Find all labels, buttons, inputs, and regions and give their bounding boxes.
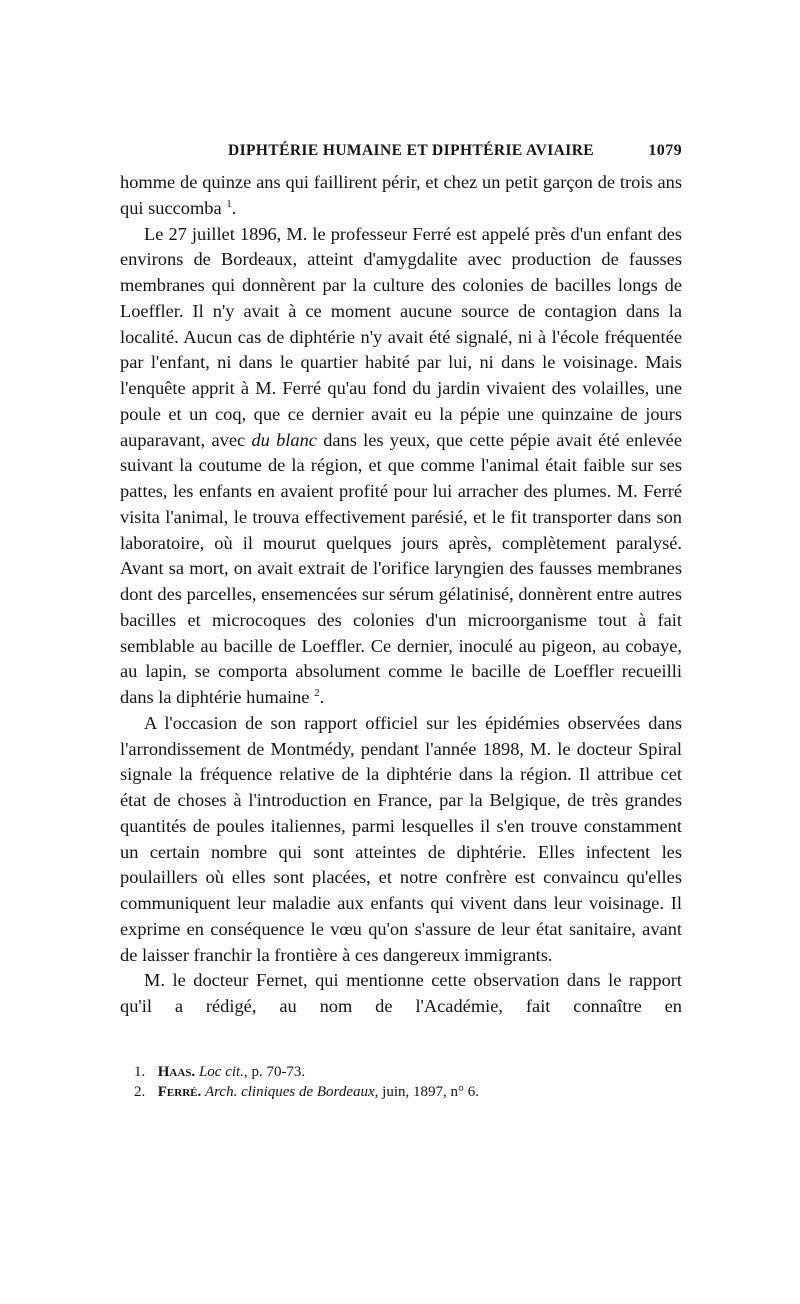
- footnotes: [120, 1062, 682, 1102]
- footnote-1: [134, 1062, 682, 1082]
- paragraph-2-text-b: dans les yeux, que cette pépie avait été enlevée suivant la coutume de la région, et que comme l'animal était faible sur ses pattes, les enfants en avaient profité pour lui arracher des plumes. M. Ferré visita l'animal, le trouva effectivement parésié, et le fit transporter dans son laboratoire, où il mourut quelques jours après, complètement paralysé. Avant sa mort, on avait extrait de l'orifice laryngien des fausses membranes dont des parcelles, ensemencées sur sérum gélatinisé, donnèrent entre autres bacilles et microcoques des colonies d'un microorganisme tout à fait semblable au bacille de Loeffler. Ce dernier, inoculé au pigeon, au cobaye, au lapin, se comporta absolument comme le bacille de Loeffler recueilli dans la diphtérie humaine: [120, 429, 682, 707]
- paragraph-1: [120, 170, 682, 222]
- footnote-number: 2.: [134, 1083, 146, 1100]
- footnote-ref-1: 1: [226, 197, 232, 210]
- footnote-2: [134, 1082, 682, 1102]
- footnote-author: Ferré.: [157, 1083, 202, 1100]
- footnote-source: Arch. cliniques de Bordeaux,: [204, 1083, 379, 1100]
- body-text: [120, 170, 682, 1020]
- paragraph-1-tail: .: [231, 197, 237, 218]
- footnote-ref-2: 2: [314, 686, 320, 699]
- paragraph-2: [120, 222, 682, 711]
- paragraph-1-text: homme de quinze ans qui faillirent périr, et chez un petit garçon de trois ans qui succomba: [120, 172, 682, 218]
- paragraph-2-italic: du blanc: [251, 429, 317, 450]
- footnote-rest: p. 70-73.: [251, 1063, 306, 1080]
- paragraph-2-text-a: Le 27 juillet 1896, M. le professeur Ferré est appelé près d'un enfant des environs de Bordeaux, atteint d'amygdalite avec production de fausses membranes qui donnèrent par la culture des colonies de bacilles longs de Loeffler. Il n'y avait à ce moment aucune source de contagion dans la localité. Aucun cas de diphtérie n'y avait été signalé, ni à l'école fréquentée par l'enfant, ni dans le quartier habité par lui, ni dans le voisinage. Mais l'enquête apprit à M. Ferré qu'au fond du jardin vivaient des volailles, une poule et un coq, que ce dernier avait eu la pépie une quinzaine de jours auparavant, avec: [120, 223, 682, 450]
- paragraph-2-tail: .: [319, 687, 325, 707]
- page-number: 1079: [648, 142, 682, 159]
- book-page: [120, 138, 682, 1102]
- footnote-number: 1.: [134, 1063, 146, 1080]
- footnote-source: Loc cit.,: [198, 1063, 248, 1080]
- paragraph-3: A l'occasion de son rapport officiel sur les épidémies observées dans l'arrondissement de Montmédy, pendant l'année 1898, M. le docteur Spiral signale la fréquence relative de la diphtérie dans la région. Il attribue cet état de choses à l'introduction en France, par la Belgique, de très grandes quantités de poules italiennes, parmi lesquelles il s'en trouve constamment un certain nombre qui sont atteintes de diphtérie. Elles infectent les poulaillers où elles sont placées, et notre confrère est convaincu qu'elles communiquent leur maladie aux enfants qui vivent dans leur voisinage. Il exprime en conséquence le vœu qu'on s'assure de leur état sanitaire, avant de laisser franchir la frontière à ces dangereux immigrants.: [120, 712, 682, 965]
- running-header: [120, 138, 682, 164]
- footnote-rest: juin, 1897, n° 6.: [382, 1083, 480, 1100]
- footnote-author: Haas.: [157, 1063, 196, 1080]
- running-title: DIPHTÉRIE HUMAINE ET DIPHTÉRIE AVIAIRE: [228, 142, 595, 159]
- paragraph-4: M. le docteur Fernet, qui mentionne cette observation dans le rapport qu'il a rédigé, au nom de l'Académie, fait connaître en: [120, 970, 682, 1016]
